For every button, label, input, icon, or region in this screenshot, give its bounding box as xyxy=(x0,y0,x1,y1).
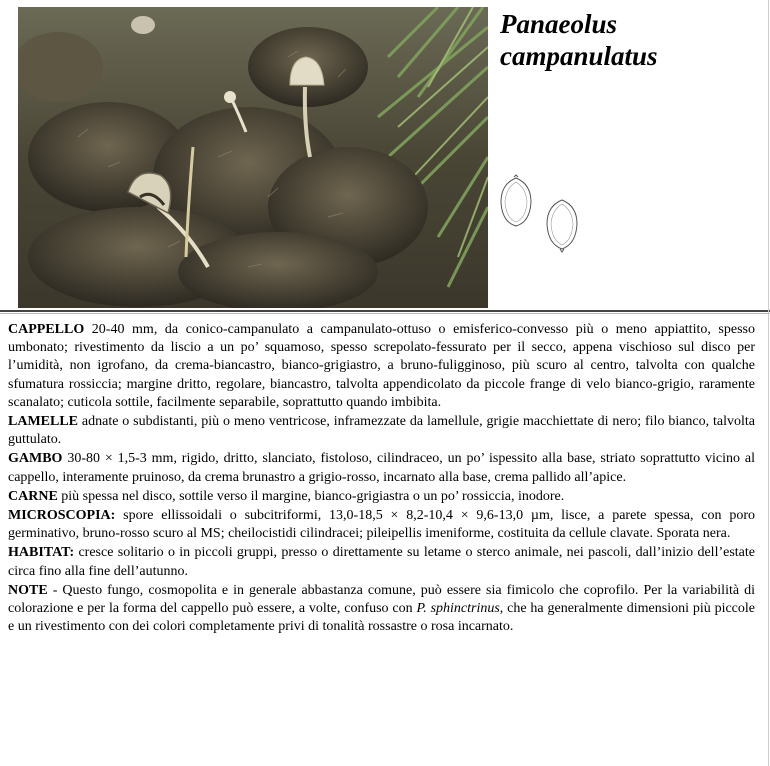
section-label: NOTE xyxy=(8,582,48,598)
description-body xyxy=(8,321,755,637)
section-microscopia xyxy=(8,507,755,543)
section-cappello xyxy=(8,321,755,412)
section-note xyxy=(8,582,755,637)
section-lamelle xyxy=(8,413,755,449)
section-text: , che ha generalmente dimensioni più piccole e un rivestimento con dei colori completamente privi di tonalità rossastre o rosa incarnato. xyxy=(8,601,755,635)
section-label: CARNE xyxy=(8,488,58,504)
mushroom-photo xyxy=(18,7,488,308)
section-label: GAMBO xyxy=(8,451,63,467)
section-text: 30-80 × 1,5-3 mm, rigido, dritto, slanciato, fistoloso, cilindraceo, un po’ ispessito alla base, striato soprattutto vicino al cappello, interamente pruinoso, da crema brunastro a grigio-rosso, incarnato alla base, crema pallido all’apice. xyxy=(8,451,755,485)
title-epithet: campanulatus xyxy=(500,41,658,71)
divider-line-shadow xyxy=(0,313,770,314)
mushroom-photo-icon xyxy=(18,7,488,308)
page-border xyxy=(768,0,769,766)
species-name: P. sphinctrinus xyxy=(416,601,500,617)
section-label: CAPPELLO xyxy=(8,322,85,337)
species-title xyxy=(500,8,765,72)
section-text: cresce solitario o in piccoli gruppi, presso o direttamente su letame o sterco animale, nei pascoli, dall’inizio dell’estate circa fino alla fine dell’autunno. xyxy=(8,545,755,579)
section-text: 20-40 mm, da conico-campanulato a campanulato-ottuso o emisferico-convesso più o meno appiattito, spesso umbonato; rivestimento da liscio a un po’ squamoso, spesso screpolato-fessurato per il secco, appena vischioso sul disco per l’umidità, non igrofano, da crema-biancastro, bianco-grigiastro, a bruno-fuligginoso, più scuro al centro, talvolta con qualche sfumatura rossiccia; margine dritto, regolare, biancastro, talvolta appendicolato da piccole frange di velo bianco-grigio, raramente scanalato; cuticola sottile, facilmente separabile, soprattutto quando imbibita. xyxy=(8,322,755,410)
section-label: LAMELLE xyxy=(8,414,79,430)
section-habitat xyxy=(8,544,755,580)
title-genus: Panaeolus xyxy=(500,9,618,39)
section-gambo xyxy=(8,450,755,486)
section-carne xyxy=(8,488,755,506)
divider-line xyxy=(0,310,770,312)
section-text: spore ellissoidali o subcitriformi, 13,0-18,5 × 8,2-10,4 × 9,6-13,0 µm, lisce, a parete spessa, con poro germinativo, bruno-rosso scuro al MS; cheilocistidi cilindracei; pileipellis imeniforme, costituita da cellule clavate. Sporata nera. xyxy=(8,508,755,542)
section-text: più spessa nel disco, sottile verso il margine, bianco-grigiastra o un po’ rossiccia, inodore. xyxy=(57,488,565,504)
spore-drawing xyxy=(498,172,588,256)
section-text: - Questo fungo, cosmopolita e in generale abbastanza comune, può essere sia fimicolo che coprofilo. Per la variabilità di colorazione e per la forma del cappello può essere, a volte, confuso con xyxy=(8,582,755,617)
section-label: HABITAT: xyxy=(8,545,75,561)
section-label: MICROSCOPIA: xyxy=(8,508,116,524)
spore-icon xyxy=(498,172,588,256)
section-text: adnate o subdistanti, più o meno ventricose, inframezzate da lamellule, grigie macchiettate di nero; filo bianco, talvolta guttulato. xyxy=(8,414,755,448)
